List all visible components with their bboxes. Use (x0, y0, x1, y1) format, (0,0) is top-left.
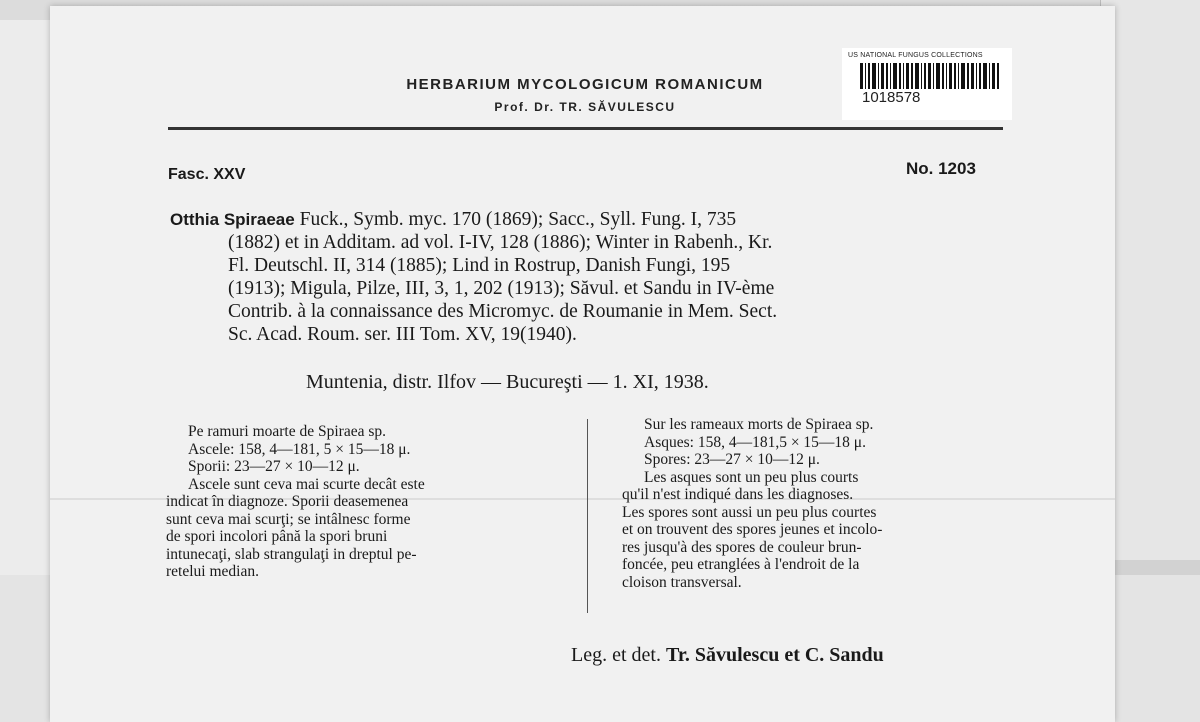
description-line: retelui median. (166, 563, 259, 580)
herbarium-subtitle: Prof. Dr. TR. SĂVULESCU (494, 100, 676, 114)
description-line: Sporii: 23—27 × 10—12 μ. (188, 458, 360, 475)
description-line: res jusqu'à des spores de couleur brun- (622, 538, 862, 556)
description-line: Sur les rameaux morts de Spiraea sp. (644, 416, 874, 433)
description-line: qu'il n'est indiqué dans les diagnoses. (622, 486, 854, 503)
description-line: de spori incolori până la spori bruni (166, 528, 388, 545)
description-french (622, 416, 1022, 591)
header-rule (168, 127, 1003, 130)
barcode-icon (860, 63, 1000, 89)
citation-line: Fl. Deutschl. II, 314 (1885); Lind in Rostrup, Danish Fungi, 195 (228, 255, 731, 276)
description-line: cloison transversal. (622, 573, 742, 591)
description-line: Spores: 23—27 × 10—12 μ. (644, 451, 820, 468)
description-line: Les asques sont un peu plus courts (644, 468, 859, 486)
barcode-organization: US NATIONAL FUNGUS COLLECTIONS (848, 52, 983, 59)
description-line: foncée, peu etranglées à l'endroit de la (622, 556, 860, 573)
description-line: indicat în diagnoze. Sporii deasemenea (166, 493, 409, 510)
citation-line: (1882) et in Additam. ad vol. I-IV, 128 (1886); Winter in Rabenh., Kr. (228, 232, 773, 253)
collector-line (571, 644, 1021, 667)
fascicle-label: Fasc. XXV (168, 166, 246, 183)
description-line: sunt ceva mai scurţi; se intâlnesc forme (166, 510, 411, 528)
description-line: et on trouvent des spores jeunes et incolo- (622, 521, 883, 538)
species-name: Otthia Spiraeae (170, 210, 295, 229)
description-line: intunecaţi, slab strangulaţi in dreptul pe- (166, 545, 417, 563)
description-romanian (166, 423, 566, 581)
specimen-number: No. 1203 (906, 159, 976, 178)
folder-flap-right (1100, 0, 1200, 560)
column-divider (587, 419, 588, 613)
citation-line: Contrib. à la connaissance des Micromyc. de Roumanie in Mem. Sect. (228, 301, 778, 322)
collector-names: Tr. Săvulescu et C. Sandu (665, 644, 884, 666)
locality: Muntenia, distr. Ilfov — Bucureşti — 1. XI, 1938. (306, 371, 709, 393)
species-citation (170, 208, 1015, 346)
herbarium-title: HERBARIUM MYCOLOGICUM ROMANICUM (406, 76, 764, 93)
collector-prefix: Leg. et det. (571, 644, 661, 666)
description-line: Ascele sunt ceva mai scurte decât este (188, 475, 425, 493)
citation-line: (1913); Migula, Pilze, III, 3, 1, 202 (1913); Săvul. et Sandu in IV-ème (228, 278, 775, 299)
description-line: Les spores sont aussi un peu plus courtes (622, 503, 877, 521)
description-line: Ascele: 158, 4—181, 5 × 15—18 μ. (188, 440, 411, 458)
citation-line: Fuck., Symb. myc. 170 (1869); Sacc., Syll. Fung. I, 735 (299, 209, 737, 230)
description-line: Asques: 158, 4—181,5 × 15—18 μ. (644, 433, 866, 451)
barcode-number: 1018578 (862, 89, 921, 106)
citation-line: Sc. Acad. Roum. ser. III Tom. XV, 19(1940). (228, 324, 577, 345)
description-line: Pe ramuri moarte de Spiraea sp. (188, 423, 386, 440)
